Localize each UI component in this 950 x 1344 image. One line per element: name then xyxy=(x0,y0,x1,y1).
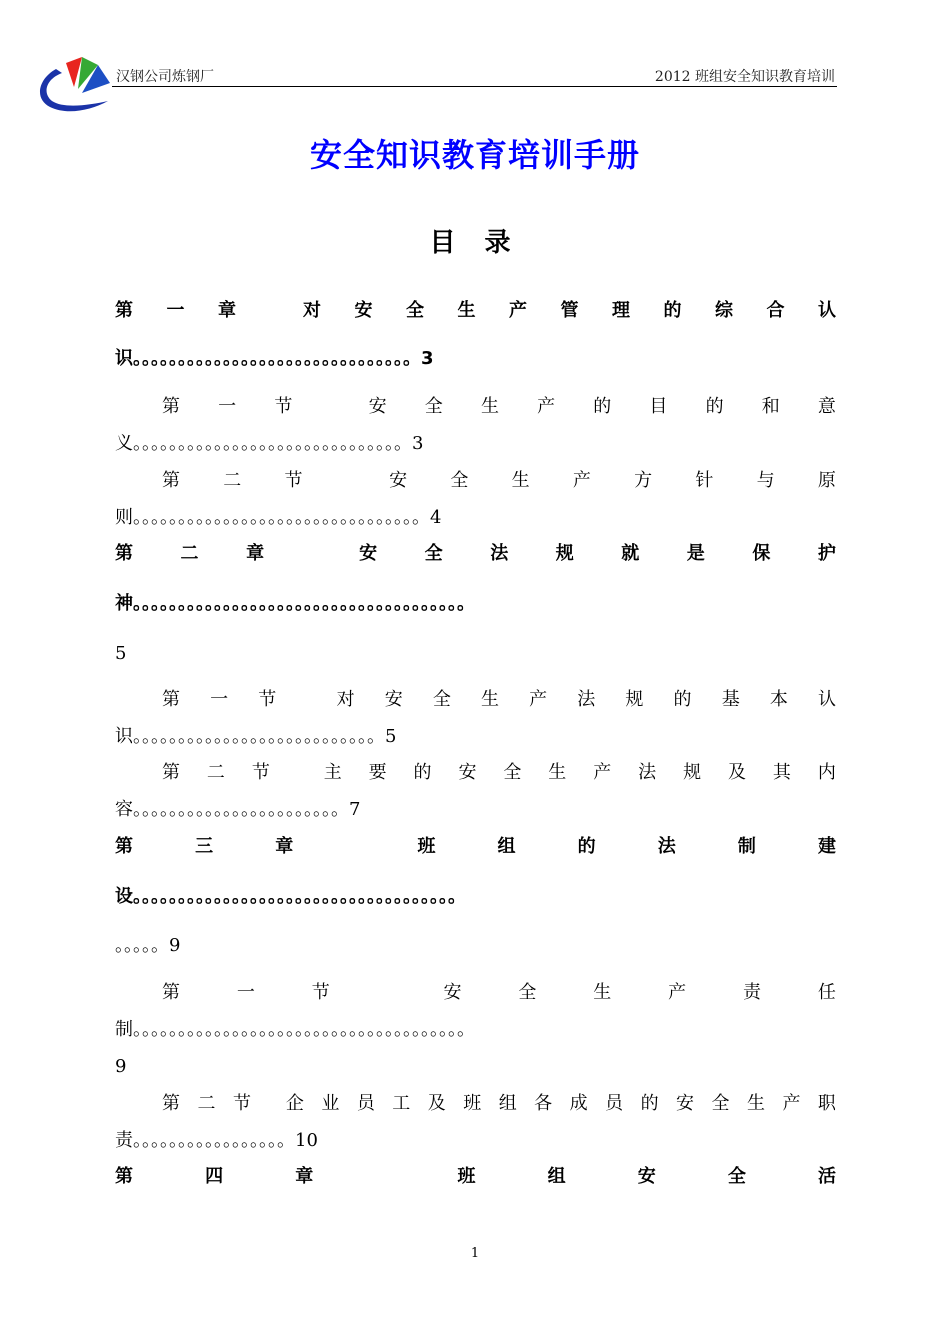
toc-label-char: 节 xyxy=(284,470,303,491)
toc-label-char: 二 xyxy=(206,762,225,783)
toc-section-2-1-tail: 识。。。。。。。。。。。。。。。。。。。。。。。。。。。5 xyxy=(115,726,397,747)
toc-label-char: 班 xyxy=(463,1093,482,1114)
toc-label-char: 产 xyxy=(537,396,556,417)
toc-label-char: 生 xyxy=(457,300,476,321)
toc-label-char: 建 xyxy=(817,836,836,857)
toc-label-char: 章 xyxy=(246,543,265,564)
toc-label-char: 保 xyxy=(752,543,771,564)
toc-label-char: 全 xyxy=(727,1166,746,1187)
toc-label-char: 安 xyxy=(676,1093,695,1114)
toc-label-char: 规 xyxy=(683,762,702,783)
toc-label-char: 安 xyxy=(368,396,387,417)
toc-label-char: 一 xyxy=(210,689,229,710)
toc-label-char: 及 xyxy=(727,762,746,783)
toc-label-char: 生 xyxy=(548,762,567,783)
toc-label-char: 的 xyxy=(663,300,682,321)
toc-label-char: 第 xyxy=(162,470,180,491)
toc-label-char: 法 xyxy=(638,762,657,783)
toc-section-3-2[interactable] xyxy=(162,1092,836,1116)
toc-label-char: 安 xyxy=(354,300,373,321)
toc-label-char: 全 xyxy=(424,543,443,564)
toc-label-char: 理 xyxy=(612,300,630,321)
toc-label-char: 二 xyxy=(180,543,199,564)
toc-label-char: 其 xyxy=(772,762,791,783)
toc-label-char: 内 xyxy=(817,762,836,783)
toc-label-char: 产 xyxy=(529,689,548,710)
toc-label-char: 全 xyxy=(424,396,443,417)
toc-label-char: 组 xyxy=(497,836,516,857)
toc-label-char: 的 xyxy=(577,836,596,857)
toc-label-char: 章 xyxy=(275,836,294,857)
toc-label-char: 工 xyxy=(392,1093,411,1114)
toc-label-char: 第 xyxy=(162,689,180,710)
toc-label-char: 意 xyxy=(817,396,836,417)
toc-label-char: 各 xyxy=(534,1093,553,1114)
toc-label-char: 综 xyxy=(715,300,733,321)
toc-label-char: 生 xyxy=(480,689,499,710)
company-logo-icon xyxy=(36,55,112,117)
toc-label-char: 职 xyxy=(817,1093,836,1114)
toc-label-char: 的 xyxy=(673,689,692,710)
toc-label-char: 认 xyxy=(817,689,836,710)
toc-label-char: 成 xyxy=(569,1093,588,1114)
toc-label-char: 基 xyxy=(721,689,740,710)
toc-section-1-2[interactable] xyxy=(162,469,836,493)
toc-chapter-3-tail2: 。。。。。9 xyxy=(115,935,181,956)
toc-label-char: 一 xyxy=(236,982,255,1003)
toc-section-3-1-page: 9 xyxy=(115,1056,127,1077)
toc-label-char: 第 xyxy=(162,1093,180,1114)
toc-label-char: 二 xyxy=(197,1093,216,1114)
toc-label-char: 节 xyxy=(258,689,277,710)
toc-label-char: 规 xyxy=(555,543,574,564)
toc-label-char: 班 xyxy=(457,1166,476,1187)
toc-label-char: 三 xyxy=(195,836,214,857)
toc-label-char: 全 xyxy=(432,689,451,710)
toc-label-char: 员 xyxy=(356,1093,375,1114)
toc-label-char: 安 xyxy=(637,1166,656,1187)
toc-label-char: 产 xyxy=(572,470,591,491)
toc-label-char: 产 xyxy=(593,762,612,783)
toc-chapter-2-tail: 神。。。。。。。。。。。。。。。。。。。。。。。。。。。。。。。。。。。。。 xyxy=(115,593,475,614)
toc-label-char: 方 xyxy=(634,470,653,491)
toc-label-char: 与 xyxy=(756,470,775,491)
toc-label-char: 全 xyxy=(503,762,522,783)
toc-label-char: 安 xyxy=(359,543,378,564)
toc-label-char: 和 xyxy=(761,396,780,417)
toc-label-char: 主 xyxy=(323,762,342,783)
toc-section-2-2-tail: 容。。。。。。。。。。。。。。。。。。。。。。。7 xyxy=(115,799,361,820)
toc-label-char: 产 xyxy=(668,982,687,1003)
toc-label-char: 要 xyxy=(368,762,387,783)
toc-label-char: 及 xyxy=(427,1093,446,1114)
toc-chapter-3-tail: 设。。。。。。。。。。。。。。。。。。。。。。。。。。。。。。。。。。。。 xyxy=(115,886,466,907)
toc-label-char: 节 xyxy=(232,1093,251,1114)
toc-chapter-4[interactable] xyxy=(115,1165,836,1189)
toc-label-char: 责 xyxy=(743,982,761,1003)
toc-label-char: 组 xyxy=(498,1093,517,1114)
toc-label-char: 就 xyxy=(621,543,640,564)
toc-label-char: 原 xyxy=(817,470,836,491)
toc-label-char: 节 xyxy=(251,762,270,783)
toc-label-char: 全 xyxy=(450,470,469,491)
toc-label-char: 第 xyxy=(115,300,133,321)
toc-chapter-1-tail: 识。。。。。。。。。。。。。。。。。。。。。。。。。。。。。。。3 xyxy=(115,348,434,369)
toc-chapter-2[interactable] xyxy=(115,542,836,566)
toc-label-char: 制 xyxy=(737,836,756,857)
toc-label-char: 的 xyxy=(413,762,432,783)
toc-label-char: 组 xyxy=(547,1166,566,1187)
toc-label-char: 活 xyxy=(818,1166,836,1187)
toc-label-char: 法 xyxy=(490,543,509,564)
toc-chapter-3[interactable] xyxy=(115,835,836,859)
toc-label-char: 生 xyxy=(480,396,499,417)
toc-label-char: 对 xyxy=(336,689,355,710)
toc-label-char: 的 xyxy=(593,396,612,417)
header-course: 2012 班组安全知识教育培训 xyxy=(654,69,835,85)
toc-label-char: 一 xyxy=(218,396,237,417)
toc-label-char: 章 xyxy=(295,1166,314,1187)
toc-label-char: 安 xyxy=(384,689,403,710)
page-number: 1 xyxy=(470,1246,480,1261)
toc-section-2-1[interactable] xyxy=(162,688,836,712)
toc-chapter-1[interactable] xyxy=(115,299,836,323)
toc-label-char: 的 xyxy=(640,1093,659,1114)
toc-label-char: 产 xyxy=(509,300,527,321)
toc-label-char: 安 xyxy=(458,762,477,783)
toc-label-char: 全 xyxy=(406,300,424,321)
toc-label-char: 四 xyxy=(205,1166,224,1187)
toc-label-char: 一 xyxy=(166,300,185,321)
toc-label-char: 第 xyxy=(115,1166,133,1187)
toc-label-char: 章 xyxy=(218,300,236,321)
toc-label-char: 任 xyxy=(817,982,836,1003)
toc-label-char: 护 xyxy=(817,543,836,564)
toc-label-char: 是 xyxy=(686,543,705,564)
toc-label-char: 第 xyxy=(162,762,180,783)
toc-label-char: 第 xyxy=(115,543,133,564)
toc-section-3-2-tail: 责。。。。。。。。。。。。。。。。。10 xyxy=(115,1130,318,1151)
toc-label-char: 对 xyxy=(303,300,321,321)
toc-label-char: 规 xyxy=(625,689,644,710)
toc-label-char: 员 xyxy=(605,1093,624,1114)
toc-label-char: 安 xyxy=(389,470,408,491)
header-divider xyxy=(112,86,837,87)
toc-label-char: 业 xyxy=(321,1093,340,1114)
toc-label-char: 产 xyxy=(782,1093,801,1114)
toc-label-char: 生 xyxy=(593,982,612,1003)
toc-section-1-2-tail: 则。。。。。。。。。。。。。。。。。。。。。。。。。。。。。。。。4 xyxy=(115,507,442,528)
toc-label-char: 节 xyxy=(311,982,330,1003)
header-company: 汉钢公司炼钢厂 xyxy=(116,69,214,85)
toc-label-char: 法 xyxy=(577,689,596,710)
toc-label-char: 的 xyxy=(705,396,724,417)
toc-label-char: 企 xyxy=(285,1093,304,1114)
toc-label-char: 合 xyxy=(766,300,785,321)
toc-chapter-2-page: 5 xyxy=(115,643,127,664)
toc-label-char: 二 xyxy=(223,470,242,491)
toc-label-char: 全 xyxy=(518,982,537,1003)
toc-label-char: 法 xyxy=(657,836,676,857)
toc-label-char: 第 xyxy=(162,982,180,1003)
document-title: 安全知识教育培训手册 xyxy=(309,136,640,174)
toc-label-char: 节 xyxy=(274,396,293,417)
toc-label-char: 认 xyxy=(818,300,836,321)
toc-heading: 目 录 xyxy=(429,228,521,258)
toc-label-char: 生 xyxy=(511,470,530,491)
toc-label-char: 第 xyxy=(115,836,133,857)
toc-label-char: 班 xyxy=(417,836,436,857)
toc-label-char: 全 xyxy=(711,1093,730,1114)
toc-section-1-1[interactable] xyxy=(162,395,836,419)
toc-label-char: 本 xyxy=(769,689,788,710)
toc-section-1-1-tail: 义。。。。。。。。。。。。。。。。。。。。。。。。。。。。。。3 xyxy=(115,433,424,454)
toc-label-char: 针 xyxy=(695,470,714,491)
toc-label-char: 第 xyxy=(162,396,180,417)
toc-label-char: 安 xyxy=(443,982,462,1003)
toc-section-2-2[interactable] xyxy=(162,761,836,785)
toc-label-char: 管 xyxy=(560,300,579,321)
toc-label-char: 目 xyxy=(649,396,668,417)
toc-section-3-1-tail: 制。。。。。。。。。。。。。。。。。。。。。。。。。。。。。。。。。。。。。 xyxy=(115,1019,475,1040)
toc-label-char: 生 xyxy=(746,1093,765,1114)
toc-section-3-1[interactable] xyxy=(162,981,836,1005)
